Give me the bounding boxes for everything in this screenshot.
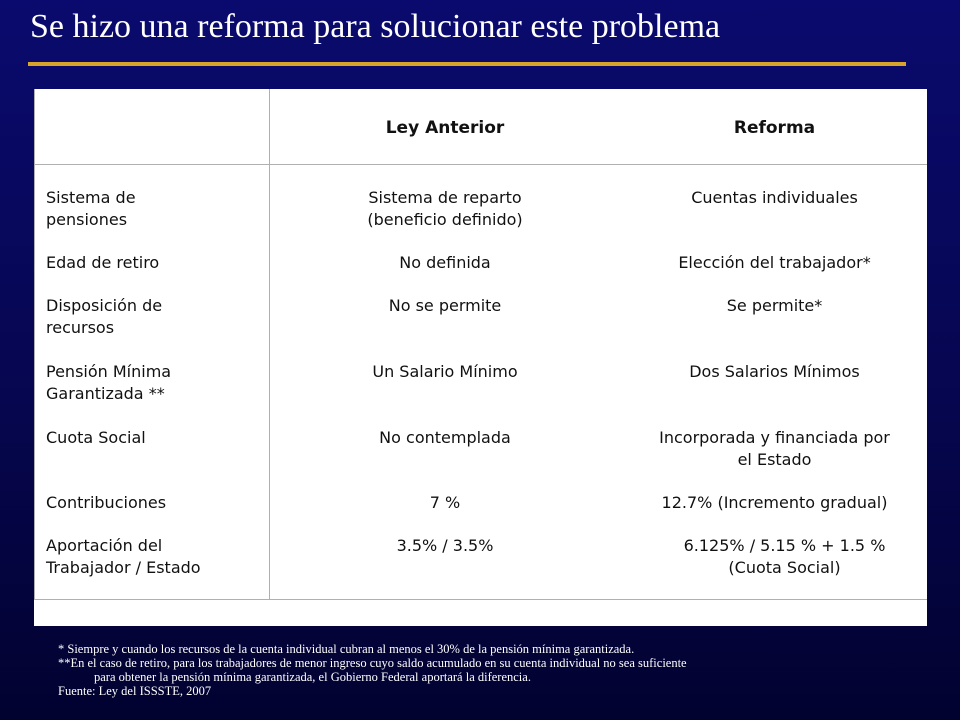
row-label-contribuciones: Contribuciones [46,493,167,512]
row-anterior-contribuciones: 7 % [429,493,461,512]
row-label-disposicion: Disposición de recursos [46,296,163,337]
footnote-2-continued: para obtener la pensión mínima garantizada, el Gobierno Federal aportará la diferencia. [94,670,531,684]
row-label-edad: Edad de retiro [46,253,160,272]
row-anterior-sistema: Sistema de reparto (beneficio definido) [367,188,523,229]
row-anterior-aportacion: 3.5% / 3.5% [396,536,494,555]
row-anterior-disposicion: No se permite [388,296,502,315]
row-anterior-pension: Un Salario Mínimo [372,362,518,381]
row-label-aportacion: Aportación del Trabajador / Estado [46,536,201,577]
row-label-cuota: Cuota Social [46,428,146,447]
row-label-sistema: Sistema de pensiones [46,188,136,229]
row-reforma-contribuciones: 12.7% (Incremento gradual) [661,493,888,512]
header-divider [34,164,927,165]
header-reforma: Reforma [733,118,816,138]
page-title: Se hizo una reforma para solucionar este problema [30,8,721,45]
table-bottom-rule [34,599,927,600]
header-ley-anterior: Ley Anterior [385,118,505,138]
row-anterior-edad: No definida [399,253,491,272]
row-reforma-aportacion: 6.125% / 5.15 % + 1.5 % (Cuota Social) [683,536,886,577]
row-reforma-disposicion: Se permite* [726,296,823,315]
column-divider-1 [269,89,270,600]
row-anterior-cuota: No contemplada [379,428,511,447]
source-citation: Fuente: Ley del ISSSTE, 2007 [58,684,212,698]
footnotes [58,642,938,698]
footnote-1: * Siempre y cuando los recursos de la cuenta individual cubran al menos el 30% de la pensión mínima garantizada. [58,642,635,656]
row-reforma-sistema: Cuentas individuales [691,188,858,207]
footnote-2: **En el caso de retiro, para los trabajadores de menor ingreso cuyo saldo acumulado en su cuenta individual no sea suficiente [58,656,687,670]
row-reforma-pension: Dos Salarios Mínimos [689,362,860,381]
title-underline [28,62,906,66]
comparison-table [34,89,927,626]
row-label-pension: Pensión Mínima Garantizada ** [46,362,172,403]
column-divider-left [34,89,35,600]
row-reforma-cuota: Incorporada y financiada por el Estado [659,428,890,469]
row-reforma-edad: Elección del trabajador* [678,253,871,272]
